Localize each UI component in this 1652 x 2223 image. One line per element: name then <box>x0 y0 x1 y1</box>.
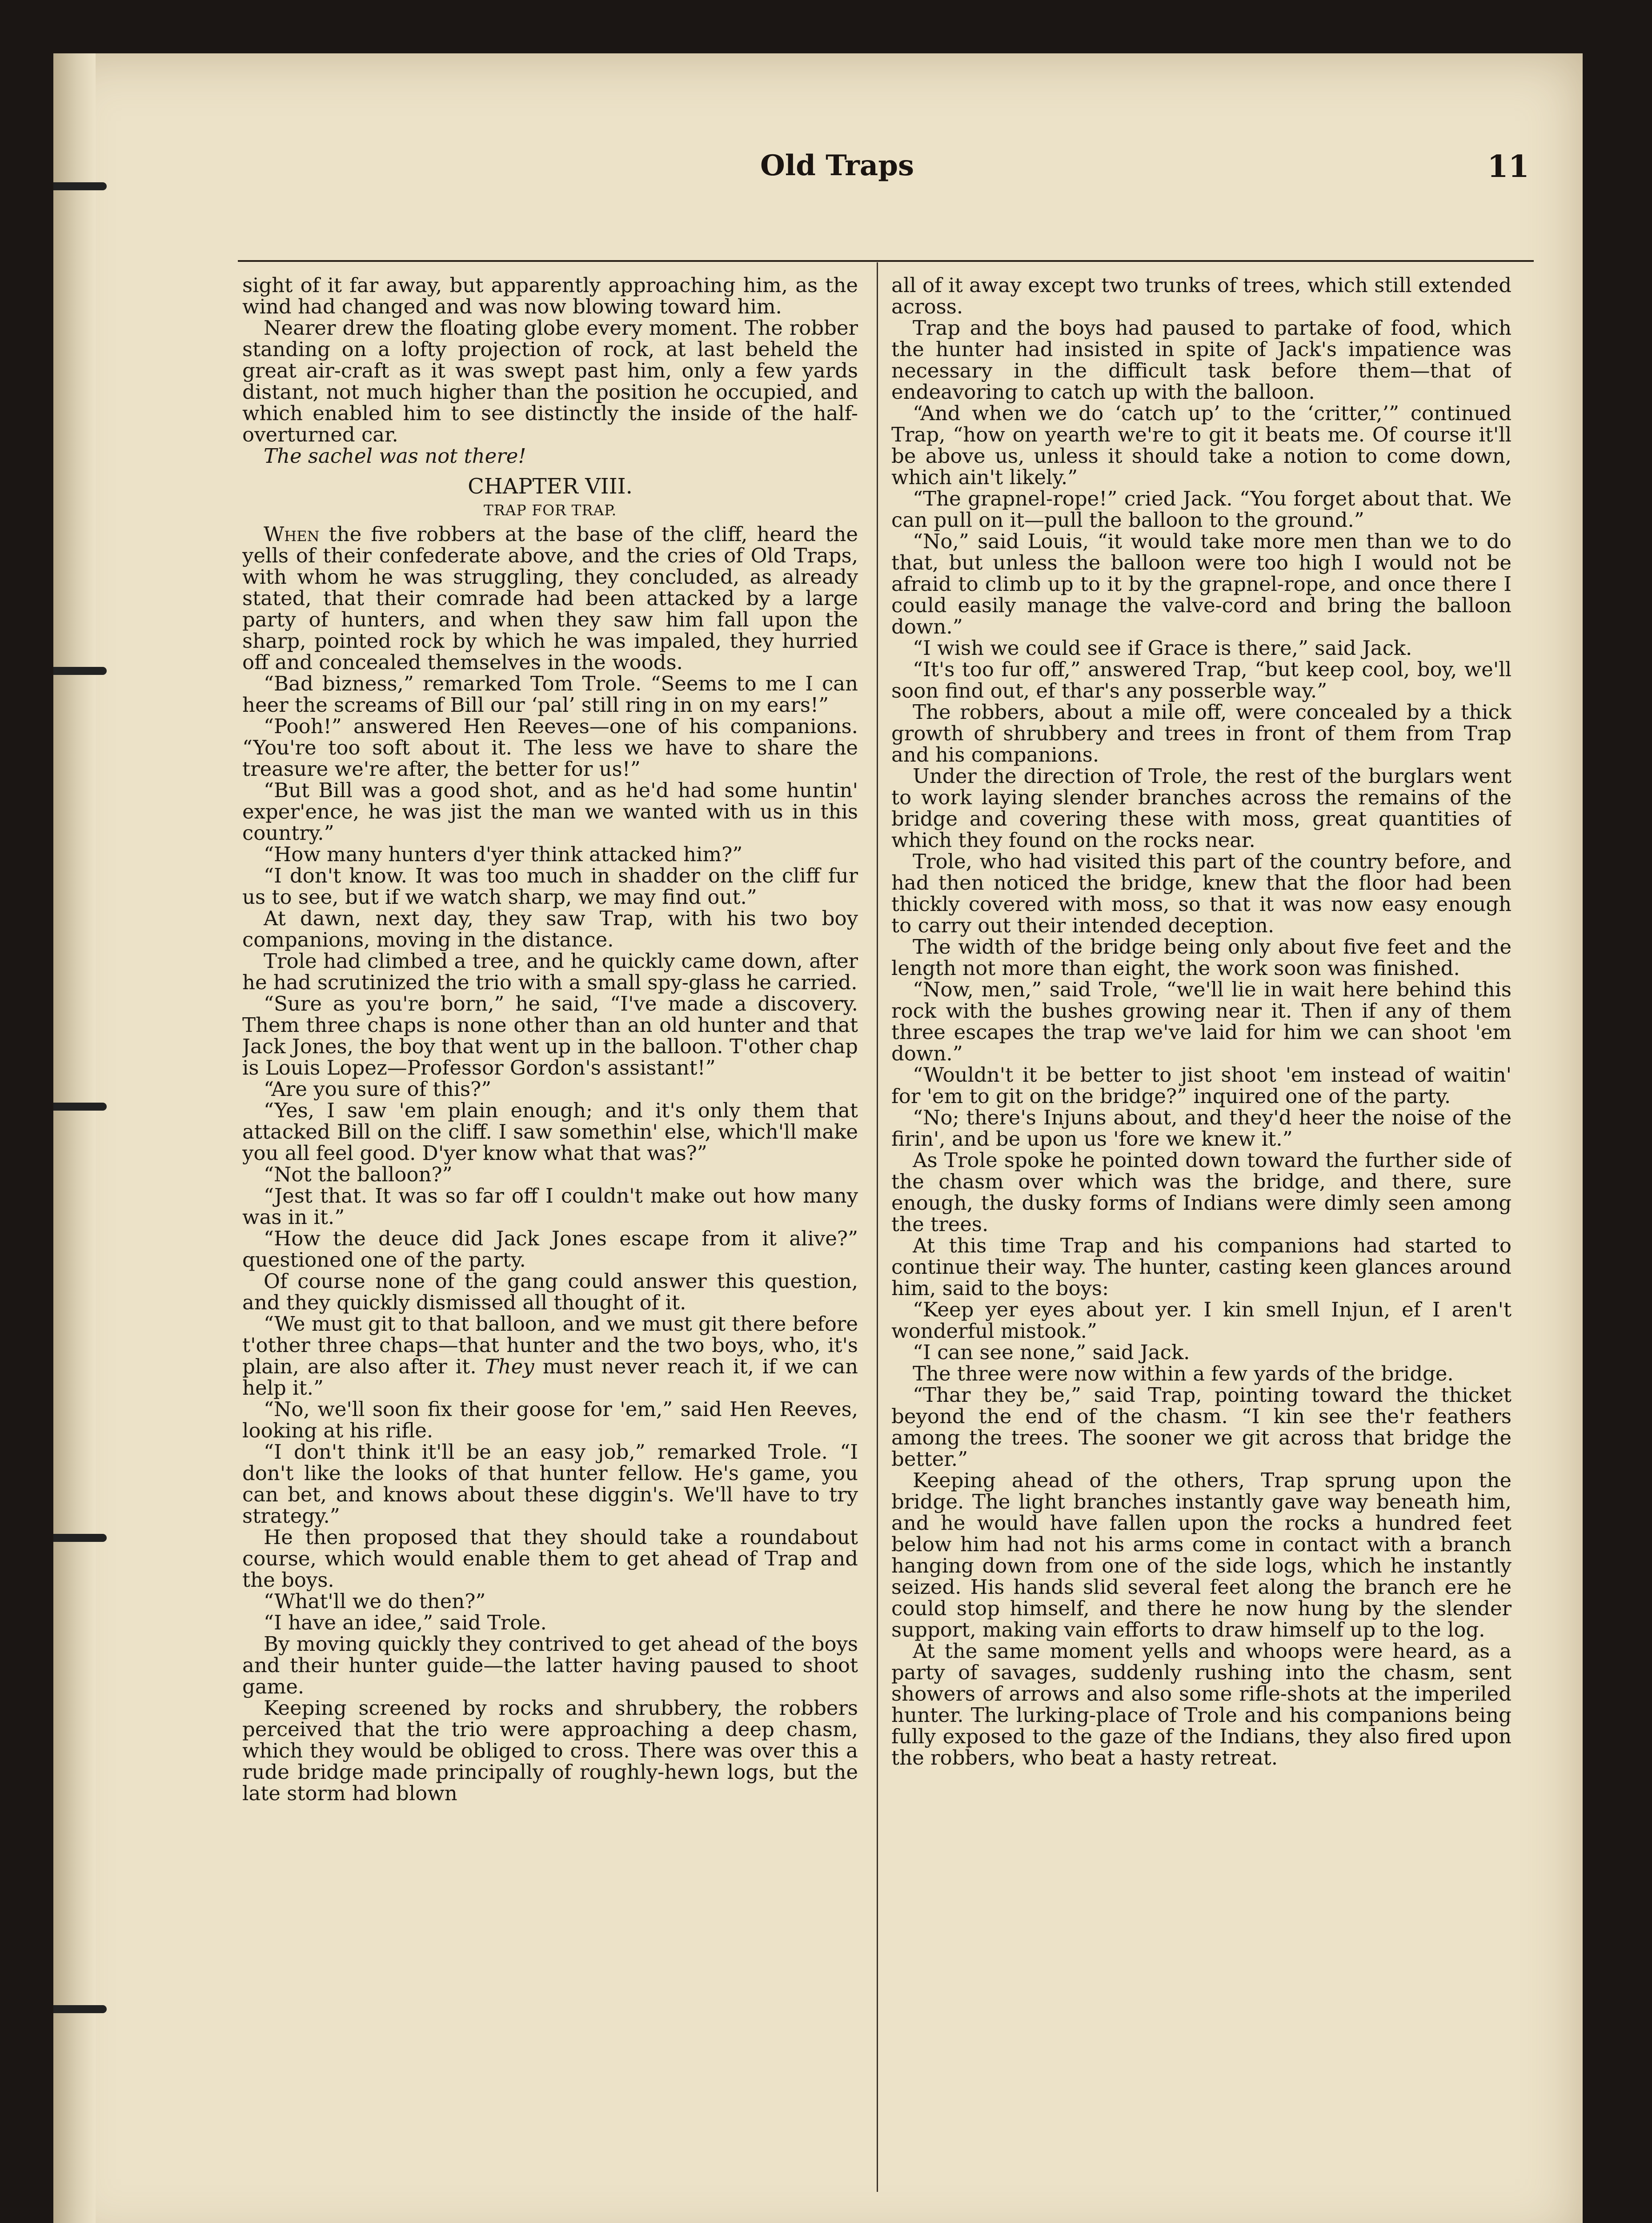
paragraph: “Wouldn't it be better to jist shoot 'em instead of waitin' for 'em to git on the bridge?” inquired one of the party. <box>891 1063 1512 1108</box>
binding-stitch <box>53 667 107 675</box>
paragraph: Trole, who had visited this part of the country before, and had then noticed the bridge, knew that the floor had been thickly covered with moss, so that it was now easy enough to carry out their intended deception. <box>891 850 1512 937</box>
paragraph: “Yes, I saw 'em plain enough; and it's only them that attacked Bill on the cliff. I saw somethin' else, which'll make you all feel good. D'yer know what that was?” <box>242 1099 858 1165</box>
paragraph: “I can see none,” said Jack. <box>913 1340 1190 1364</box>
book-page <box>53 53 1583 2223</box>
paragraph: “No, we'll soon fix their goose for 'em,” said Hen Reeves, looking at his rifle. <box>242 1397 858 1442</box>
paragraph: At this time Trap and his companions had started to continue their way. The hunter, casting keen glances around him, said to the boys: <box>891 1234 1512 1300</box>
paragraph: Trap and the boys had paused to partake of food, which the hunter had insisted in spite of Jack's impatience was necessary in the difficult task before them—that of endeavoring to catch up with the balloon. <box>891 316 1512 404</box>
paragraph: The robbers, about a mile off, were concealed by a thick growth of shrubbery and trees in front of them from Trap and his companions. <box>891 700 1512 766</box>
drop-word: When <box>264 522 320 546</box>
column-divider <box>877 262 878 2192</box>
page-header <box>720 149 1529 216</box>
binding-stitch <box>53 182 107 190</box>
binding-stitch <box>53 1534 107 1542</box>
paragraph: “I don't know. It was too much in shadder on the cliff fur us to see, but if we watch sharp, we may find out.” <box>242 864 858 909</box>
paragraph: Keeping ahead of the others, Trap sprung upon the bridge. The light branches instantly gave way beneath him, and he would have fallen upon the rocks a hundred feet below him had not his arms come in contact with a branch hanging down from one of the side logs, which he instantly seized. His hands slid several feet along the branch ere he could stop himself, and there he now hung by the slender support, making vain efforts to draw himself up to the log. <box>891 1469 1512 1641</box>
paragraph: “Bad bizness,” remarked Tom Trole. “Seems to me I can heer the screams of Bill our ‘pal’ still ring in on my ears!” <box>242 672 858 717</box>
paragraph: He then proposed that they should take a roundabout course, which would enable them to get ahead of Trap and the boys. <box>242 1525 858 1592</box>
paragraph: “Keep yer eyes about yer. I kin smell Injun, ef I aren't wonderful mistook.” <box>891 1298 1512 1343</box>
right-column <box>891 275 1512 2200</box>
chapter-subtitle: TRAP FOR TRAP. <box>483 502 617 519</box>
paragraph: “It's too fur off,” answered Trap, “but keep cool, boy, we'll soon find out, ef thar's any posserble way.” <box>891 658 1512 702</box>
paragraph: “No,” said Louis, “it would take more men than we to do that, but unless the balloon were too high I would not be afraid to climb up to it by the grapnel-rope, and once there I could easily manage the valve-cord and bring the balloon down.” <box>891 530 1512 638</box>
paragraph-text: “We must git to that balloon, and we must git there before t'other three chaps—that hunter and the two boys, who, it's plain, are also after it. <box>242 1312 858 1378</box>
paragraph: “Now, men,” said Trole, “we'll lie in wait here behind this rock with the bushes growing near it. Then if any of them three escapes the trap we've laid for him we can shoot 'em down.” <box>891 978 1512 1065</box>
paragraph: The width of the bridge being only about five feet and the length not more than eight, the work soon was finished. <box>891 935 1512 980</box>
paragraph: At dawn, next day, they saw Trap, with his two boy companions, moving in the distance. <box>242 907 858 951</box>
paragraph: “And when we do ‘catch up’ to the ‘critter,’” continued Trap, “how on yearth we're to git it beats me. Of course it'll be above us, unless it should take a notion to come down, which ain't likely.” <box>891 401 1512 489</box>
paragraph: Of course none of the gang could answer this question, and they quickly dismissed all thought of it. <box>242 1269 858 1314</box>
binding-stitch <box>53 1103 107 1111</box>
paragraph: “How many hunters d'yer think attacked him?” <box>264 843 743 866</box>
paragraph-text: the five robbers at the base of the cliff, heard the yells of their confederate above, and the cries of Old Traps, with whom he was struggling, they concluded, as already stated, that their comrade had been attacked by a large party of hunters, and when they saw him fall upon the sharp, pointed rock by which he was impaled, they hurried off and concealed themselves in the woods. <box>242 522 858 674</box>
paragraph: all of it away except two trunks of trees, which still extended across. <box>891 275 1512 318</box>
paragraph: “Sure as you're born,” he said, “I've made a discovery. Them three chaps is none other than an old hunter and that Jack Jones, the boy that went up in the balloon. T'other chap is Louis Lopez—Professor Gordon's assistant!” <box>242 992 858 1079</box>
paragraph: “Pooh!” answered Hen Reeves—one of his companions. “You're too soft about it. The less we have to share the treasure we're after, the better for us!” <box>242 714 858 781</box>
paragraph: “I have an idee,” said Trole. <box>264 1611 547 1634</box>
book-spine <box>53 53 96 2223</box>
paragraph: The three were now within a few yards of the bridge. <box>913 1362 1454 1385</box>
paragraph: By moving quickly they contrived to get ahead of the boys and their hunter guide—the latter having paused to shoot game. <box>242 1632 858 1698</box>
paragraph: “Are you sure of this?” <box>264 1077 492 1101</box>
paragraph: “Not the balloon?” <box>264 1163 453 1186</box>
paragraph: “I don't think it'll be an easy job,” remarked Trole. “I don't like the looks of that hunter fellow. He's game, you can bet, and knows about these diggin's. We'll have to try strategy.” <box>242 1440 858 1528</box>
paragraph: Keeping screened by rocks and shrubbery, the robbers perceived that the trio were approaching a deep chasm, which they would be obliged to cross. There was over this a rude bridge made principally of roughly-hewn logs, but the late storm had blown <box>242 1696 858 1805</box>
paragraph: As Trole spoke he pointed down toward the further side of the chasm over which was the bridge, and there, sure enough, the dusky forms of Indians were dimly seen among the trees. <box>891 1148 1512 1236</box>
paragraph: Under the direction of Trole, the rest of the burglars went to work laying slender branches across the remains of the bridge and covering these with moss, great quantities of which they found on the rocks near. <box>891 764 1512 852</box>
paragraph: The sachel was not there! <box>264 444 526 468</box>
header-rule <box>238 260 1534 262</box>
binding-stitch <box>53 2005 107 2013</box>
paragraph-text: must never reach it, if we can help it.” <box>242 1355 858 1400</box>
paragraph: “How the deuce did Jack Jones escape from it alive?” questioned one of the party. <box>242 1227 858 1272</box>
left-column <box>242 275 858 2200</box>
page-number: 11 <box>1487 149 1529 185</box>
paragraph: “Jest that. It was so far off I couldn't make out how many was in it.” <box>242 1184 858 1229</box>
running-head: Old Traps <box>760 149 914 182</box>
chapter-title: CHAPTER VIII. <box>468 474 633 499</box>
paragraph <box>242 1313 858 1399</box>
paragraph: “The grapnel-rope!” cried Jack. “You forget about that. We can pull on it—pull the balloon to the ground.” <box>891 487 1512 532</box>
paragraph: “Thar they be,” said Trap, pointing toward the thicket beyond the end of the chasm. “I kin see the'r feathers among the trees. The sooner we git across that bridge the better.” <box>891 1383 1512 1471</box>
emphasis: They <box>485 1355 534 1378</box>
paragraph: Trole had climbed a tree, and he quickly came down, after he had scrutinized the trio with a small spy-glass he carried. <box>242 949 858 994</box>
paragraph: Nearer drew the floating globe every moment. The robber standing on a lofty projection of rock, at last beheld the great air-craft as it was swept past him, only a few yards distant, not much higher than the position he occupied, and which enabled him to see distinctly the inside of the half-overturned car. <box>242 316 858 446</box>
paragraph: “But Bill was a good shot, and as he'd had some huntin' exper'ence, he was jist the man we wanted with us in this country.” <box>242 778 858 845</box>
paragraph: “I wish we could see if Grace is there,” said Jack. <box>913 636 1412 660</box>
paragraph: “No; there's Injuns about, and they'd heer the noise of the firin', and be upon us 'fore we knew it.” <box>891 1106 1512 1151</box>
paragraph: sight of it far away, but apparently approaching him, as the wind had changed and was now blowing toward him. <box>242 275 858 318</box>
paragraph: “What'll we do then?” <box>264 1589 486 1613</box>
paragraph: At the same moment yells and whoops were heard, as a party of savages, suddenly rushing into the chasm, sent showers of arrows and also some rifle-shots at the imperiled hunter. The lurking-place of Trole and his companions being fully exposed to the gaze of the Indians, they also fired upon the robbers, who beat a hasty retreat. <box>891 1639 1512 1770</box>
paragraph <box>242 524 858 673</box>
